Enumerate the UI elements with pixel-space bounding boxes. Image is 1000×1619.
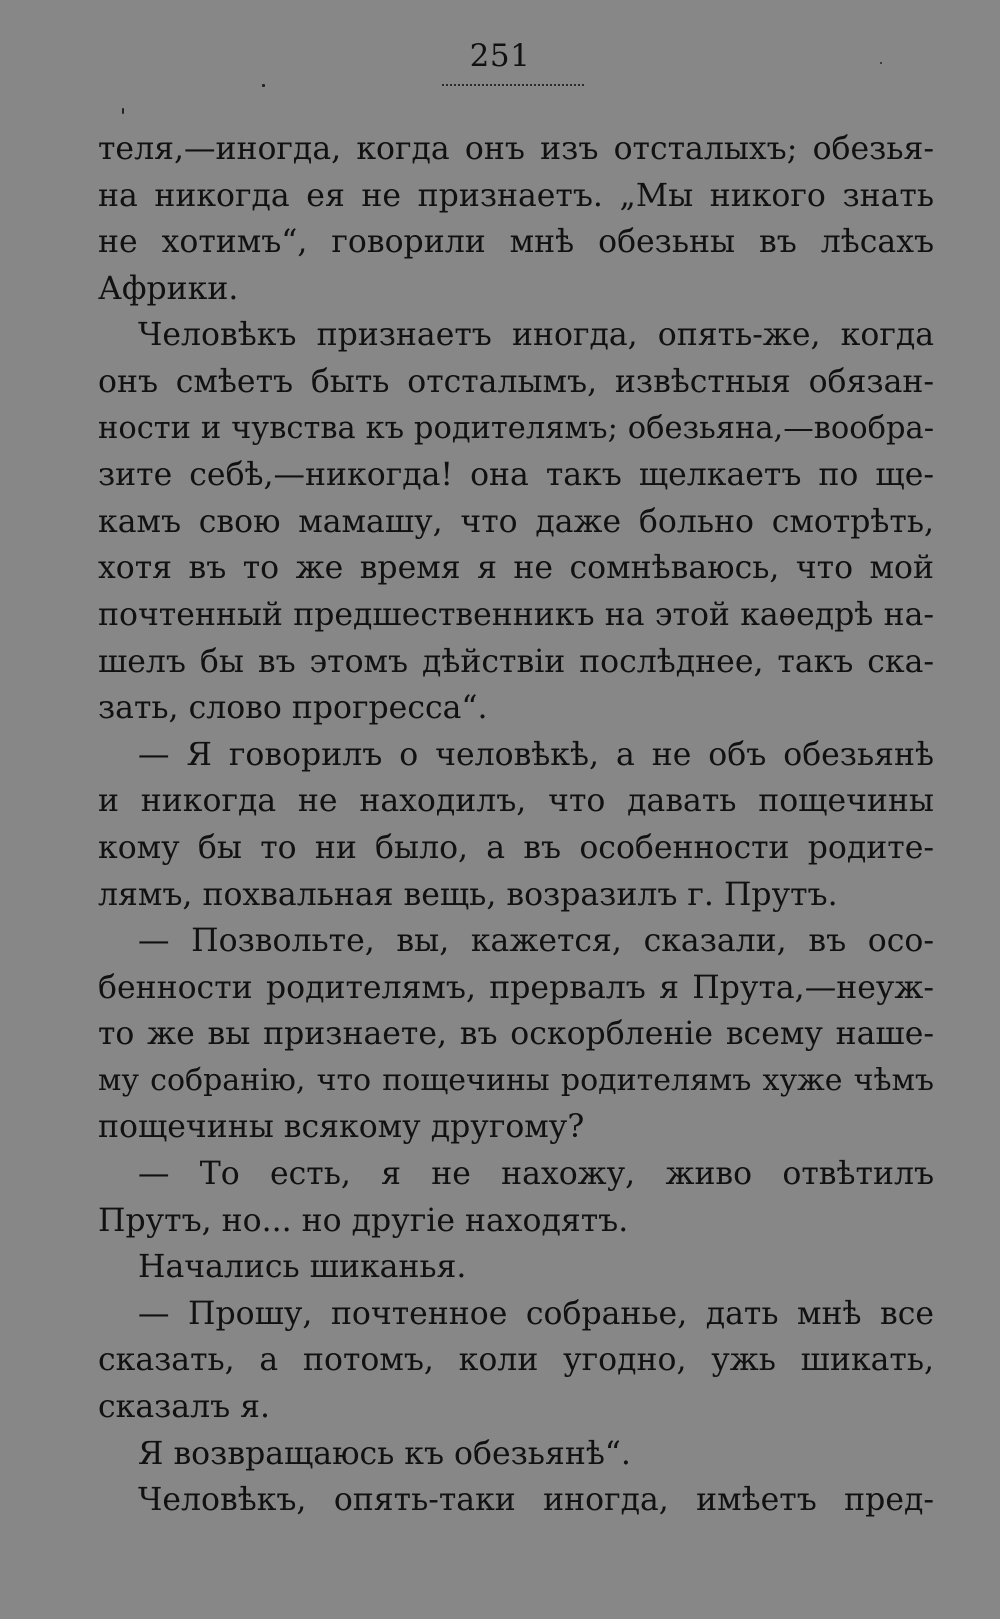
text-line: ности и чувства къ родителямъ; обезьяна,—вообра- bbox=[98, 410, 934, 446]
text-line: сказать, а потомъ, коли угодно, ужь шикать, bbox=[98, 1342, 934, 1379]
text-line: — Я говорилъ о человѣкѣ, а не объ обезьянѣ bbox=[138, 736, 934, 773]
print-speck bbox=[122, 108, 124, 114]
text-line: шелъ бы въ этомъ дѣйствіи послѣднее, такъ ска- bbox=[98, 643, 934, 680]
text-line: — То есть, я не нахожу, живо отвѣтилъ bbox=[138, 1156, 934, 1193]
text-line: — Позвольте, вы, кажется, сказали, въ осо- bbox=[138, 923, 934, 960]
text-line: Прутъ, но... но другіе находятъ. bbox=[98, 1202, 629, 1239]
text-line: кому бы то ни было, а въ особенности родите- bbox=[98, 829, 934, 866]
text-line: камъ свою мамашу, что даже больно смотрѣть, bbox=[98, 503, 934, 540]
text-line: му собранію, что пощечины родителямъ хуже чѣмъ bbox=[98, 1062, 934, 1098]
text-line: лямъ, похвальная вещь, возразилъ г. Прутъ. bbox=[98, 876, 838, 913]
text-line: Человѣкъ признаетъ иногда, опять-же, когда bbox=[138, 317, 934, 354]
text-line: — Прошу, почтенное собранье, дать мнѣ все bbox=[138, 1295, 934, 1332]
text-line: зать, слово прогресса“. bbox=[98, 690, 488, 727]
page-number: 251 bbox=[469, 38, 531, 74]
text-line: не хотимъ“, говорили мнѣ обезьны въ лѣсахъ bbox=[98, 224, 934, 261]
body-text bbox=[98, 126, 934, 1524]
text-line: Африки. bbox=[98, 270, 239, 307]
text-line: и никогда не находилъ, что давать пощечины bbox=[98, 783, 934, 820]
text-line: пощечины всякому другому? bbox=[98, 1109, 585, 1146]
text-line: сказалъ я. bbox=[98, 1389, 271, 1426]
text-line: теля,—иногда, когда онъ изъ отсталыхъ; обезья- bbox=[98, 131, 934, 167]
text-line: на никогда ея не признаетъ. „Мы никого знать bbox=[98, 177, 934, 214]
print-speck bbox=[262, 84, 265, 87]
print-speck bbox=[880, 62, 882, 64]
text-line: хотя въ то же время я не сомнѣваюсь, что мой bbox=[98, 550, 934, 587]
text-line: зите себѣ,—никогда! она такъ щелкаетъ по ще- bbox=[98, 457, 934, 494]
text-line: Человѣкъ, опять-таки иногда, имѣетъ пред- bbox=[138, 1482, 934, 1519]
text-line: онъ смѣетъ быть отсталымъ, извѣстныя обязан- bbox=[98, 363, 934, 400]
text-line: бенности родителямъ, прервалъ я Прута,—неуж- bbox=[98, 969, 934, 1006]
header-rule bbox=[442, 84, 584, 86]
text-line: почтенный предшественникъ на этой каѳедрѣ на- bbox=[98, 596, 934, 633]
text-line: Начались шиканья. bbox=[138, 1249, 467, 1286]
text-line: Я возвращаюсь къ обезьянѣ“. bbox=[138, 1435, 631, 1472]
text-line: то же вы признаете, въ оскорбленіе всему наше- bbox=[98, 1016, 934, 1053]
